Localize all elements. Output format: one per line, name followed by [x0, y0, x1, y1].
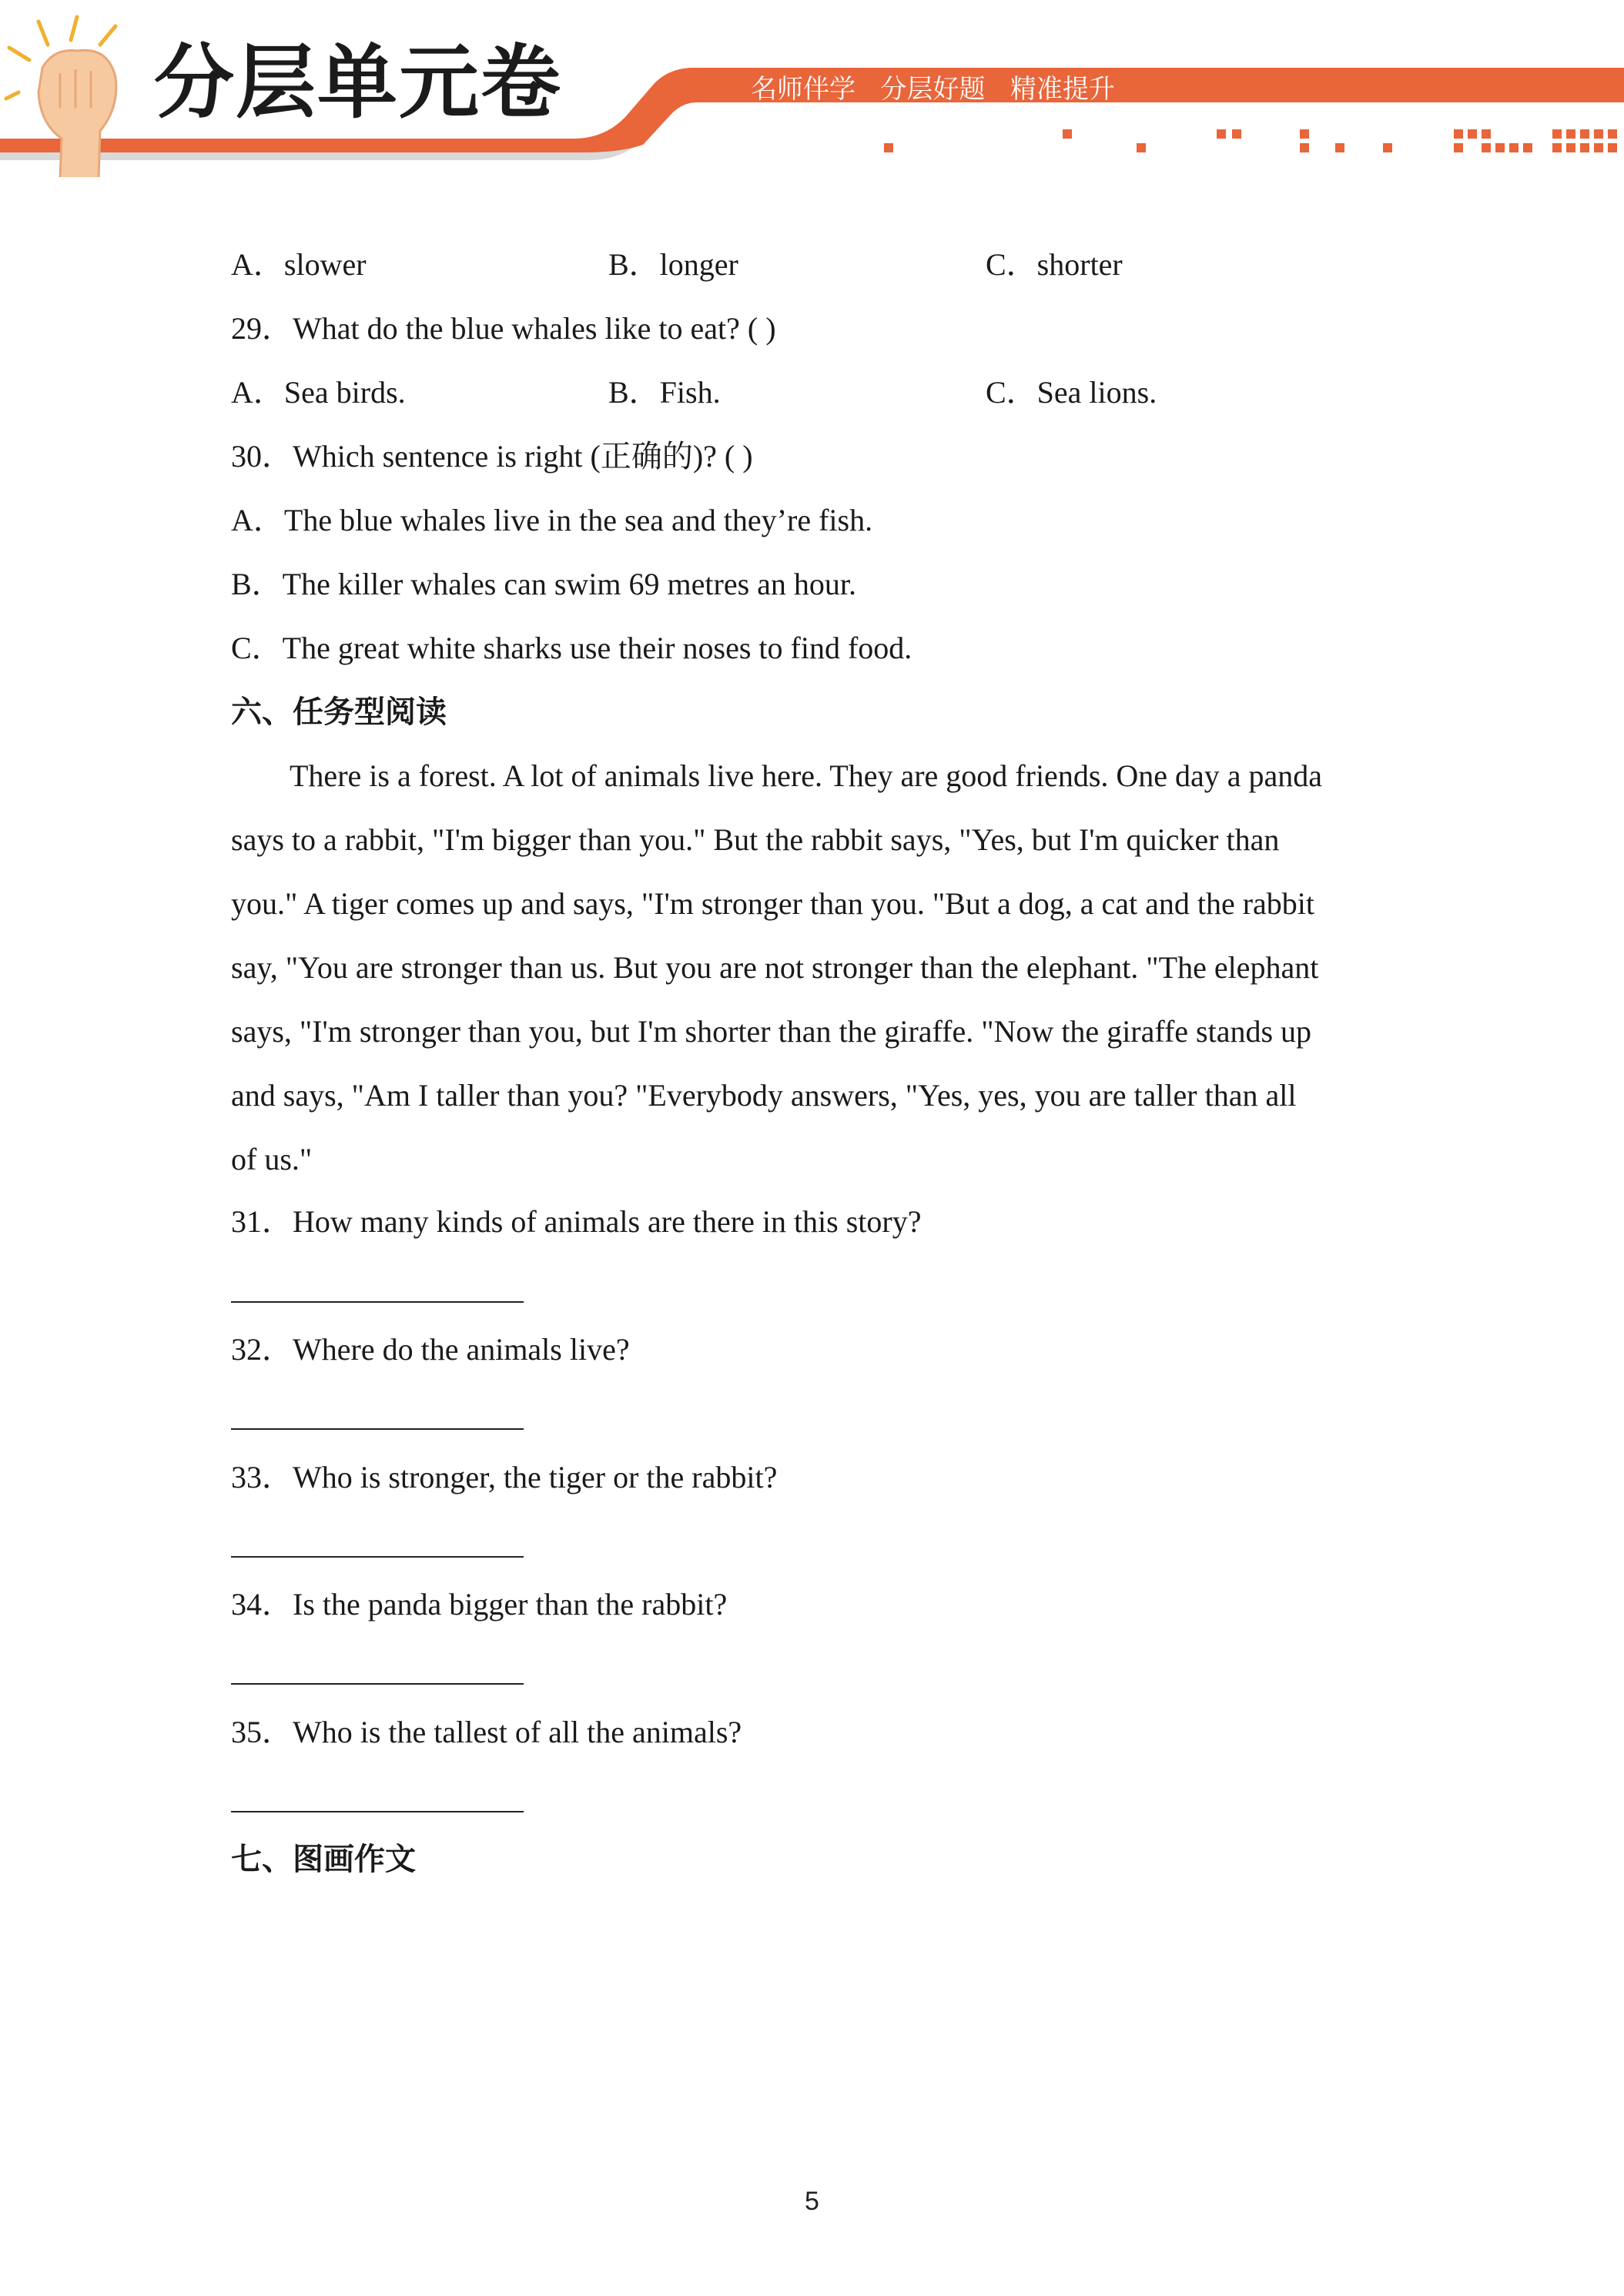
- q29-question: 29．What do the blue whales like to eat? ( ): [231, 311, 776, 346]
- passage-line: says, "I'm stronger than you, but I'm shorter than the giraffe. "Now the giraffe stands up: [231, 1014, 1312, 1049]
- passage-line: of us.": [231, 1142, 313, 1176]
- page-header: [0, 0, 1624, 177]
- q28-option-a: A．slower: [231, 247, 367, 282]
- section-6-title: 六、任务型阅读: [231, 694, 447, 730]
- passage-line: and says, "Am I taller than you? "Everybody answers, "Yes, yes, you are taller than all: [231, 1078, 1297, 1113]
- passage-line: says to a rabbit, "I'm bigger than you." But the rabbit says, "Yes, but I'm quicker than: [231, 822, 1280, 857]
- q29-option-c: C．Sea lions.: [986, 375, 1157, 410]
- q30-question: 30．Which sentence is right (正确的)? ( ): [231, 439, 753, 474]
- q34-question: 34．Is the panda bigger than the rabbit?: [231, 1587, 728, 1622]
- q33-question: 33．Who is stronger, the tiger or the rabbit?: [231, 1460, 778, 1494]
- q33-answer-blank[interactable]: [231, 1556, 524, 1558]
- q30-option-a: A．The blue whales live in the sea and they’re fish.: [231, 503, 873, 537]
- decorative-squares: [884, 129, 1617, 152]
- section-7-title: 七、图画作文: [231, 1842, 416, 1877]
- q35-answer-blank[interactable]: [231, 1811, 524, 1812]
- passage-line: There is a forest. A lot of animals live here. They are good friends. One day a panda: [290, 758, 1323, 793]
- q32-answer-blank[interactable]: [231, 1428, 524, 1430]
- q28-option-c: C．shorter: [986, 247, 1123, 282]
- q35-question: 35．Who is the tallest of all the animals?: [231, 1715, 742, 1749]
- reading-passage: [231, 744, 1386, 1191]
- q31-question: 31．How many kinds of animals are there in this story?: [231, 1204, 922, 1239]
- brand-title: 分层单元卷: [154, 35, 563, 129]
- q29-option-a: A．Sea birds.: [231, 375, 406, 410]
- passage-line: you." A tiger comes up and says, "I'm stronger than you. "But a dog, a cat and the rabbit: [231, 886, 1315, 921]
- q34-answer-blank[interactable]: [231, 1683, 524, 1685]
- q31-answer-blank[interactable]: [231, 1301, 524, 1303]
- header-slogan: 名师伴学 分层好题 精准提升: [751, 74, 1115, 105]
- q29-option-b: B．Fish.: [608, 375, 721, 410]
- passage-line: say, "You are stronger than us. But you are not stronger than the elephant. "The elephant: [231, 950, 1319, 985]
- q28-option-b: B．longer: [608, 247, 738, 282]
- page-number: 5: [805, 2187, 819, 2216]
- q30-option-b: B．The killer whales can swim 69 metres an hour.: [231, 567, 857, 601]
- q32-question: 32．Where do the animals live?: [231, 1332, 630, 1367]
- q30-option-c: C．The great white sharks use their noses to find food.: [231, 631, 912, 665]
